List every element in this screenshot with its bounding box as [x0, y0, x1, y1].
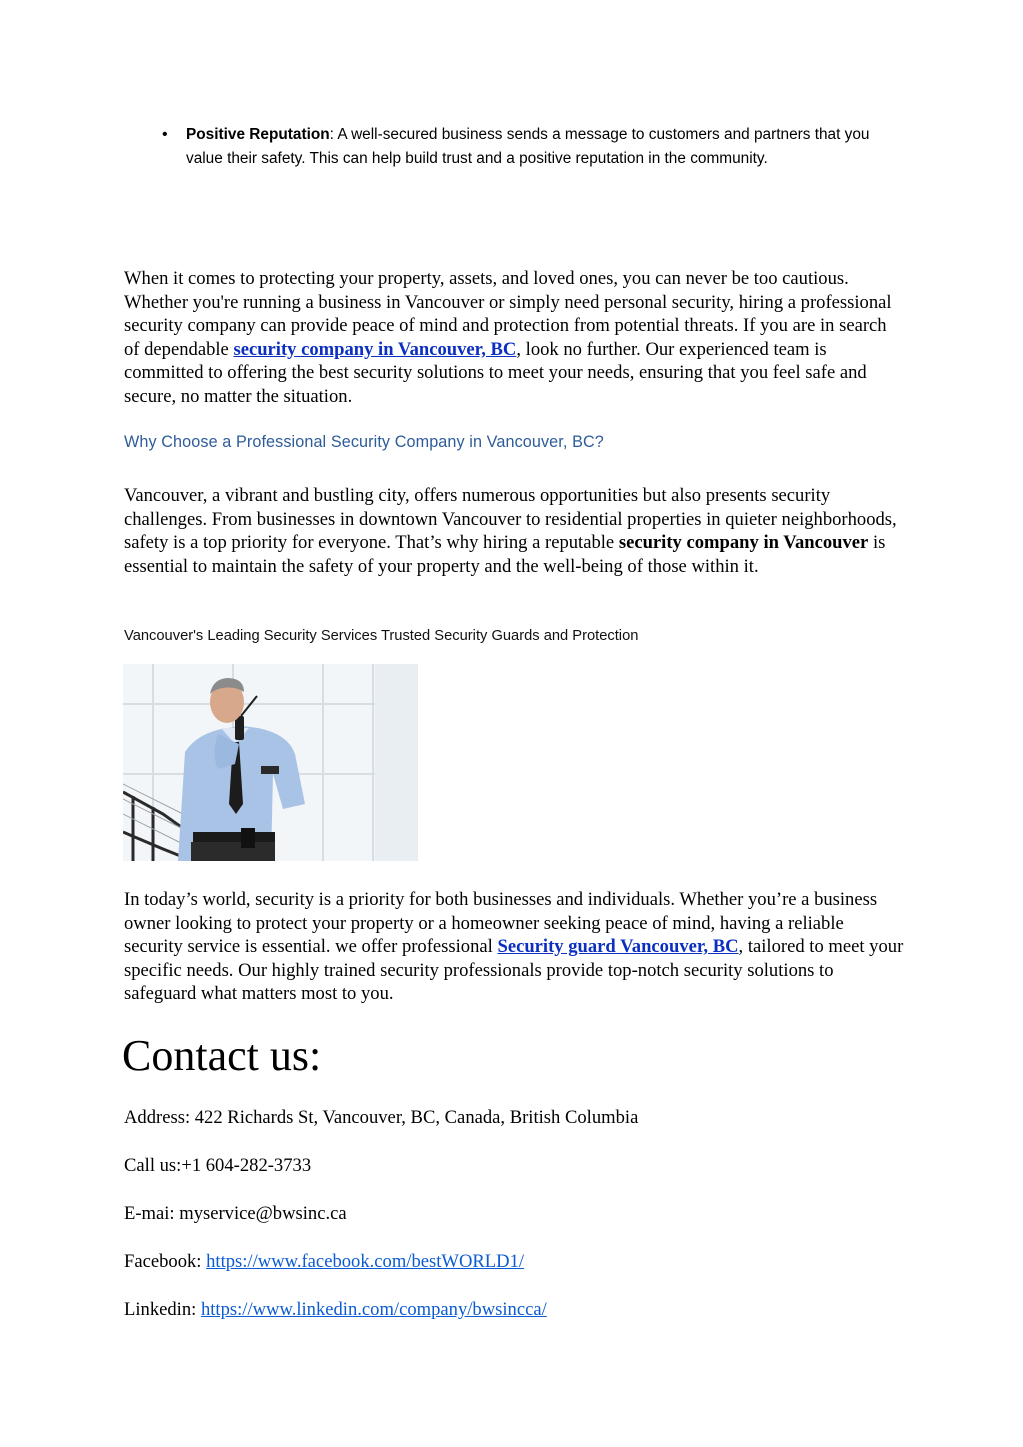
section3-text-start: In today’s world, security is a priority for both businesses and individuals. Whether you’re a business owner looking to protect your property or a homeowner seeking peace of mind, having a reliable security service is essential. we offer professional	[124, 889, 878, 958]
bullet-positive-reputation	[162, 123, 882, 170]
contact-linkedin	[124, 1298, 547, 1322]
contact-phone: Call us:+1 604-282-3733	[124, 1155, 312, 1176]
security-guard-photo	[123, 664, 418, 861]
facebook-link[interactable]: https://www.facebook.com/bestWORLD1/	[206, 1251, 525, 1272]
bullet-title: Positive Reputation	[186, 126, 330, 143]
contact-facebook	[124, 1250, 524, 1274]
linkedin-label: Linkedin:	[124, 1299, 201, 1320]
intro-text-end: , look no further. Our experienced team is committed to offering the best security solutions to meet your needs, ensuring that you feel safe and secure, no matter the situation.	[124, 338, 867, 407]
intro-text-start: When it comes to protecting your property, assets, and loved ones, you can never be too cautious. Whether you're running a business in Vancouver or simply need personal security, hiring a professional security company can provide peace of mind and protection from potential threats. If you are in search of dependable	[124, 268, 892, 360]
security-guard-illustration	[123, 664, 418, 861]
bullet-body: : A well-secured business sends a message to customers and partners that you value their safety. This can help build trust and a positive reputation in the community.	[186, 126, 870, 167]
bullet-text	[186, 123, 882, 170]
security-guard-link[interactable]: Security guard Vancouver, BC	[497, 936, 739, 958]
section2-text-start: Vancouver, a vibrant and bustling city, offers numerous opportunities but also presents security challenges. From businesses in downtown Vancouver to residential properties in quieter neighborhoods, safety is a top priority for everyone. That’s why hiring a reputable	[124, 485, 897, 554]
contact-address: Address: 422 Richards St, Vancouver, BC, Canada, British Columbia	[124, 1107, 639, 1128]
section2-text-end: is essential to maintain the safety of your property and the well-being of those within it.	[124, 532, 886, 577]
security-company-link[interactable]: security company in Vancouver, BC	[233, 338, 517, 360]
image-caption: Vancouver's Leading Security Services Trusted Security Guards and Protection	[124, 628, 639, 644]
contact-heading: Contact us:	[122, 1031, 322, 1080]
linkedin-link[interactable]: https://www.linkedin.com/company/bwsincca/	[200, 1299, 547, 1320]
intro-paragraph	[124, 267, 904, 409]
bullet-icon: •	[162, 126, 168, 143]
section3-text-end: , tailored to meet your specific needs. Our highly trained security professionals provide top-notch security solutions to safeguard what matters most to you.	[124, 936, 904, 1005]
vancouver-paragraph	[124, 484, 904, 578]
services-paragraph	[124, 888, 904, 1006]
section-heading: Why Choose a Professional Security Company in Vancouver, BC?	[124, 433, 604, 451]
contact-email: E-mai: myservice@bwsinc.ca	[124, 1203, 347, 1224]
facebook-label: Facebook:	[124, 1251, 207, 1272]
section2-bold: security company in Vancouver	[618, 532, 869, 554]
